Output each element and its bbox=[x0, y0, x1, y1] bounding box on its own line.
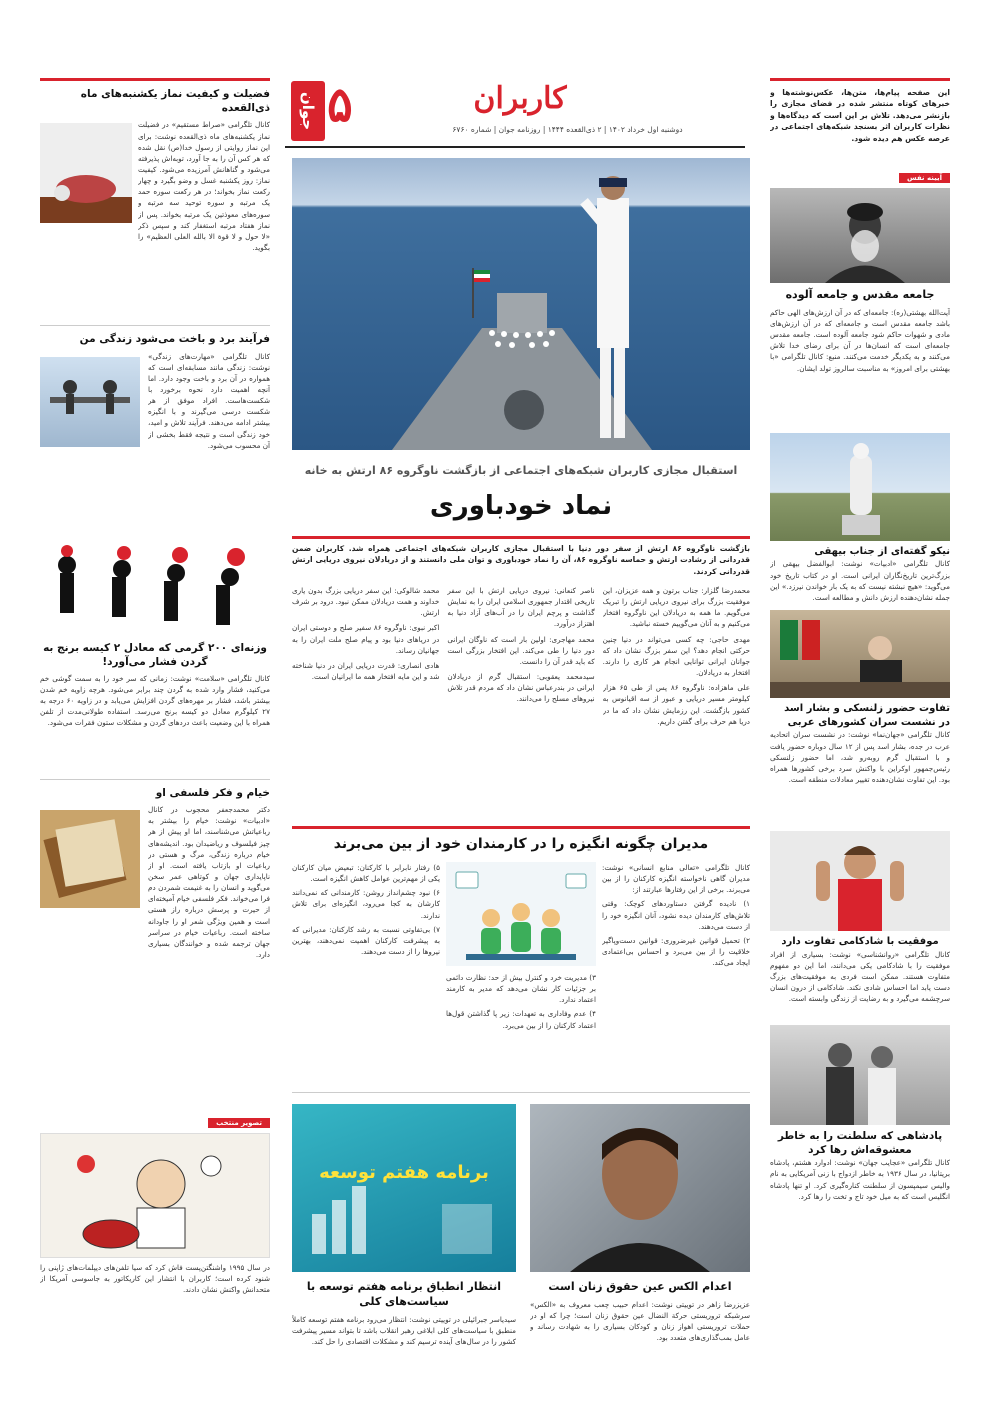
page-intro: این صفحه پیام‌ها، متن‌ها، عکس‌نوشته‌ها و خبرهای کوتاه منتشر شده در فضای مجازی را بازنشر می‌دهد. تلاش بر این است که دیدگاه‌ها و نظرات کاربران اثر بسنجد شبکه‌های اجتماعی در عرصه عکس هم دیده شود. bbox=[770, 88, 950, 143]
plan-story bbox=[292, 1104, 516, 1358]
neck-body: کانال تلگرامی «سلامت» نوشت: زمانی که سر خود را به سمت گوشی خم می‌کنید، فشار وارد شده به گردن چند برابر می‌شود. هرچه زاویه خم شدن بیشتر باشد، فشار بر مهره‌های گردن افزایش می‌یابد و در زاویه ۶۰ درجه به ۲۷ کیلوگرم معادل دو کیسه برنج می‌رسد. استفاده طولانی‌مدت از تلفن همراه با این وضعیت باعث دردهای گردن و مشکلات ستون فقرات می‌شود. bbox=[40, 673, 270, 728]
plan-banner-image bbox=[292, 1104, 516, 1272]
summit-headline: تفاوت حضور زلنسکی و بشار اسد در نشست سران کشورهای عربی bbox=[784, 703, 950, 728]
left-column bbox=[40, 70, 270, 1298]
comment-7: محمد شالوکی: این سفر دریایی بزرگ بدون یاری خداوند و همت دریادلان ممکن نبود. درود بر شرف ارتش. bbox=[292, 585, 440, 618]
win-lose-headline: فرآیند برد و باخت می‌شود زندگی‌ من bbox=[79, 333, 270, 346]
khayyam-book-photo bbox=[40, 810, 140, 908]
execution-headline: اعدام الکس عین حقوق زنان است bbox=[548, 1280, 732, 1293]
comment-5: محمد مهاجری: اولین بار است که ناوگان ایرانی دور دنیا را طی می‌کند. این افتخار بزرگی است که باید قدر آن را دانست. bbox=[447, 634, 595, 666]
win-lose-block bbox=[40, 351, 270, 531]
quote-badge: آیینه نفس bbox=[899, 173, 950, 183]
managers-point-3: ۳) مدیریت خرد و کنترل بیش از حد: نظارت دائمی بر جزئیات کار نشان می‌دهد که مدیر به کارمند اعتماد ندارد. bbox=[446, 972, 596, 1005]
managers-point-6: ۶) نبود چشم‌انداز روشن: کارمندانی که نمی‌دانند کارشان به کجا می‌رود، انگیزه‌ای برای تلاش ندارند. bbox=[292, 888, 440, 920]
execution-body: عزیزرضا زاهر در توییتی نوشت: اعدام حبیب چعب معروف به «الکس» سرشبکه تروریستی حرکة النضال عین حقوق زنان است؛ چرا که او در حملات تروریستی اهواز زنان و کودکان بسیاری را به شهادت رساند و عامل بمب‌گذاری‌های متعدد بود. bbox=[530, 1299, 750, 1343]
managers-headline: مدیران چگونه انگیزه را در کارمندان خود از بین می‌برند bbox=[333, 836, 709, 852]
managers-rule bbox=[292, 826, 750, 829]
left-top-rule bbox=[40, 78, 270, 81]
main-rule bbox=[292, 536, 750, 539]
managers-intro: کانال تلگرامی «تعالی منابع انسانی» نوشت: مدیران گاهی ناخواسته انگیزه کارکنان را از بین می‌برند. برخی از این رفتارها عبارتند از: bbox=[602, 862, 750, 895]
comment-8: اکبر نبوی: ناوگروه ۸۶ سفیر صلح و دوستی ایران در دریاهای دنیا بود و پیام صلح ملت ایران را به جهانیان رساند. bbox=[292, 623, 440, 655]
comment-2: مهدی حاجی: چه کسی می‌تواند در دنیا چنین حرکتی انجام دهد؟ این سفر بزرگ نشان داد که جوانان ایرانی توانایی انجام هر کاری را دارند. افتخار به دریادلان. bbox=[602, 634, 750, 678]
managers-point-5: ۵) رفتار نابرابر با کارکنان: تبعیض میان کارکنان یکی از مهم‌ترین عوامل کاهش انگیزه است. bbox=[292, 862, 440, 884]
prayer-photo bbox=[40, 123, 132, 223]
quote-headline: جامعه مقدس و جامعه آلوده bbox=[785, 288, 935, 301]
main-lead: بازگشت ناوگروه ۸۶ ارتش از سفر دور دنیا با استقبال مجازی کاربران شبکه‌های اجتماعی همراه شد. کاربران ضمن قدردانی از رشادت ارتش و حماسه ناوگروه ۸۶، آن را نماد خودباوری و توان ملی دانستند و از دریادلان نیروی دریایی ارتش قدردانی کردند. bbox=[292, 543, 750, 576]
comment-9: هادی انصاری: قدرت دریایی ایران در دنیا شناخته شد و این مایه افتخار همه ما ایرانیان است. bbox=[292, 660, 440, 682]
main-kicker: استقبال مجازی کاربران شبکه‌های اجتماعی از بازگشت ناوگروه ۸۶ ارتش به خانه bbox=[304, 464, 738, 477]
cartoon-illustration bbox=[40, 1133, 270, 1258]
neck-weight-illustration bbox=[40, 543, 270, 635]
comment-3: علی ماهزاده: ناوگروه ۸۶ پس از طی ۶۵ هزار کیلومتر مسیر دریایی و عبور از سه اقیانوس به کشور بازگشت. این رزمایش نشان داد که ما در دریا هم حرف برای گفتن داریم. bbox=[602, 683, 750, 726]
khayyam-body: دکتر محمدجعفر محجوب در کانال «ادبیات» نوشت: خیام را بیشتر به رباعیاتش می‌شناسند، اما او پیش از هر چیز فیلسوف و ریاضیدان بود. اندیشه‌های خیام درباره زندگی، مرگ و هستی در رباعیات او بازتاب یافته است. او از ناپایداری جهان و کوتاهی عمر سخن می‌گوید و انسان را به غنیمت شمردن دم فرا می‌خواند. فکر فلسفی خیام آمیخته‌ای از حیرت و پرسش درباره راز هستی است و همین ویژگی شعر او را جاودانه ساخته است. رباعیات خیام در سراسر جهان ترجمه شده و خوانندگان بسیاری دارد. bbox=[148, 805, 270, 960]
right-top-rule bbox=[770, 78, 950, 81]
managers-point-7: ۷) بی‌تفاوتی نسبت به رشد کارکنان: مدیرانی که به پیشرفت کارکنان اهمیت نمی‌دهند، بهترین نیروها را از دست می‌دهند. bbox=[292, 924, 440, 956]
managers-body-right bbox=[602, 862, 750, 1082]
quote-block bbox=[770, 165, 950, 427]
prayer-body: کانال تلگرامی «صراط مستقیم» در فضیلت نماز یکشنبه‌های ماه ذی‌القعده نوشت: برای این نماز روایتی از رسول خدا(ص) نقل شده که هر کس آن را به جا آورد، توبه‌اش پذیرفته می‌شود و گناهانش آمرزیده می‌شود. کیفیت نماز: روز یکشنبه غسل و وضو بگیرد و چهار رکعت نماز بخواند؛ در هر رکعت سوره حمد یک مرتبه و سوره توحید سه مرتبه و سوره‌های معوذتین یک مرتبه بخواند. پس از نماز هفتاد مرتبه استغفار کند و سپس ذکر «لا حول و لا قوة الا بالله العلی العظیم» را بگوید. bbox=[138, 120, 270, 253]
win-lose-photo bbox=[40, 357, 140, 447]
logo-text: جوان bbox=[299, 91, 317, 131]
summit-photo bbox=[770, 610, 950, 698]
cartoon-block bbox=[40, 1110, 270, 1298]
win-lose-body: کانال تلگرامی «مهارت‌های زندگی» نوشت: زندگی مانند مسابقه‌ای است که همواره در آن برد و باخت وجود دارد. اما آنچه اهمیت دارد نحوه برخورد با شکست‌هاست. افراد موفق از هر شکست درسی می‌گیرند و با انگیزه بیشتر ادامه می‌دهند. فرآیند تلاش و امید، خود زندگی است و نتیجه فقط بخشی از آن محسوب می‌شود. bbox=[148, 351, 270, 450]
bayhaqi-body: کانال تلگرامی «ادبیات» نوشت: ابوالفضل بیهقی از بزرگ‌ترین تاریخ‌نگاران ایرانی است. او در کتاب تاریخ خود می‌گوید: «هیچ نبشته نیست که به یک بار خواندن نیرزد.» این جمله نشان‌دهنده ارزش دانش و مطالعه است. bbox=[770, 559, 950, 602]
ship-scene bbox=[292, 158, 750, 450]
navy-officer-photo bbox=[292, 158, 750, 450]
masthead bbox=[285, 75, 745, 145]
quote-body: آیت‌الله بهشتی(ره): جامعه‌ای که در آن ارزش‌های الهی حاکم باشد جامعه مقدس است و جامعه‌ای که در آن ارزش‌های مادی و شهوات حاکم شود جامعه آلوده است. جامعه مقدس جامعه‌ای است که انسان‌ها در آن برای رضای خدا تلاش می‌کنند و به یکدیگر خدمت می‌کنند. منبع: کانال تلگرامی «با بهشتی برای امروز» به مناسبت سالروز تولد ایشان. bbox=[770, 307, 950, 373]
comment-4: ناصر کنعانی: نیروی دریایی ارتش با این سفر تاریخی اقتدار جمهوری اسلامی ایران را به نمایش گذاشت و پرچم ایران را در آب‌های آزاد دنیا به اهتزاز درآورد. bbox=[447, 585, 595, 629]
managers-body-left bbox=[292, 862, 440, 1082]
beheshti-photo bbox=[770, 188, 950, 283]
cartoon-badge: تصویر منتخب bbox=[208, 1118, 270, 1128]
khayyam-block bbox=[40, 804, 270, 1104]
bayhaqi-statue-photo bbox=[770, 433, 950, 541]
king-headline: پادشاهی که سلطنت را به خاطر معشوقه‌اش رها کرد bbox=[777, 1129, 943, 1157]
cartoon-caption: در سال ۱۹۹۵ واشنگتن‌پست فاش کرد که سیا تلفن‌های دیپلمات‌های ژاپنی را شنود کرده است؛ کاربران با انتشار این کاریکاتور به جاسوسی آمریکا از متحدانش واکنش نشان دادند. bbox=[40, 1263, 270, 1295]
success-body: کانال تلگرامی «روانشناسی» نوشت: بسیاری از افراد موفقیت را با شادکامی یکی می‌دانند، اما این دو مفهوم متفاوت هستند. ممکن است فردی به موفقیت‌های بزرگ دست یابد اما احساس شادی نکند. شادکامی از درون انسان سرچشمه می‌گیرد و به رضایت از زندگی وابسته است. bbox=[770, 949, 950, 1004]
managers-point-4: ۴) عدم وفاداری به تعهدات: زیر پا گذاشتن قول‌ها اعتماد کارکنان را از بین می‌برد. bbox=[446, 1009, 596, 1030]
neck-headline: وزنه‌ای ۲۰۰ گرمی که معادل ۲ کیسه برنج به گردن فشار می‌آورد! bbox=[43, 641, 267, 668]
portrait-illustration bbox=[770, 188, 950, 283]
alex-photo bbox=[530, 1104, 750, 1272]
khayyam-headline: خیام و فکر فلسفی او bbox=[155, 786, 270, 799]
dateline: دوشنبه اول خرداد ۱۴۰۲ | ۲ ذی‌القعده ۱۴۴۴ | روزنامه جوان | شماره ۶۷۶۰ bbox=[452, 125, 683, 134]
comment-1: محمدرضا گلزار: جناب برتون و همه عزیزان، این موفقیت بزرگ برای نیروی دریایی ارتش را تبریک می‌گویم. ما همه به دریادلان این ناوگروه افتخار می‌کنیم و به آنان می‌گوییم خسته نباشید. bbox=[602, 585, 750, 629]
main-headline: نماد خودباوری bbox=[429, 490, 613, 521]
page-number: ۵ bbox=[327, 77, 353, 133]
bottom-rule bbox=[292, 1092, 750, 1093]
royal-couple-photo bbox=[770, 1025, 950, 1125]
section-title: کاربران bbox=[473, 81, 567, 116]
managers-content bbox=[292, 862, 750, 1082]
success-headline: موفقیت با شادکامی تفاوت دارد bbox=[781, 936, 939, 948]
summit-body: کانال تلگرامی «جهان‌نما» نوشت: در نشست سران اتحادیه عرب در جده، بشار اسد پس از ۱۲ سال دوباره حضور یافت و با استقبال گرم روبه‌رو شد، اما حضور زلنسکی رئیس‌جمهور اوکراین با واکنش سرد برخی کشورها همراه بود. این تفاوت نشان‌دهنده تغییر معادلات منطقه است. bbox=[770, 730, 950, 784]
left-divider-2 bbox=[40, 779, 270, 780]
managers-body-mid bbox=[446, 972, 596, 1082]
king-body: کانال تلگرامی «عجایب جهان» نوشت: ادوارد هشتم، پادشاه بریتانیا، در سال ۱۹۳۶ به خاطر ازدواج با زنی آمریکایی به نام والیس سیمپسون از سلطنت کناره‌گیری کرد. او تنها پادشاه انگلیس است که به میل خود تاج و تخت را رها کرد. bbox=[770, 1158, 950, 1201]
masthead-rule bbox=[285, 146, 745, 148]
main-body bbox=[292, 585, 750, 817]
left-divider-1 bbox=[40, 325, 270, 326]
bayhaqi-headline: نیکو گفته‌ای از جناب بیهقی bbox=[814, 545, 950, 557]
execution-story bbox=[530, 1104, 750, 1343]
managers-article bbox=[292, 826, 750, 1082]
prayer-headline: فضیلت و کیفیت نماز یکشنبه‌های ماه ذی‌القعده bbox=[80, 88, 270, 115]
main-story bbox=[292, 158, 750, 817]
managers-point-1: ۱) نادیده گرفتن دستاوردهای کوچک: وقتی تلاش‌های کارمندان دیده نشود، آنان انگیزه خود را از دست می‌دهند. bbox=[602, 899, 750, 931]
logo bbox=[291, 81, 325, 141]
team-illustration bbox=[446, 862, 596, 966]
main-body-col-3 bbox=[292, 585, 439, 817]
right-column bbox=[770, 70, 950, 1213]
happy-man-photo bbox=[770, 831, 950, 931]
main-body-col-1 bbox=[603, 585, 750, 817]
managers-point-2: ۲) تحمیل قوانین غیرضروری: قوانین دست‌وپاگیر خلاقیت را از بین می‌برد و احساس بی‌اعتمادی ایجاد می‌کند. bbox=[602, 935, 750, 968]
comment-6: سیدمحمد یعقوبی: استقبال گرم از دریادلان ایرانی در بندرعباس نشان داد که مردم قدر تلاش نیروهای مسلح را می‌دانند. bbox=[447, 672, 595, 704]
plan-headline: انتظار انطباق برنامه هفتم توسعه با سیاست‌های کلی bbox=[306, 1280, 502, 1308]
plan-banner-text: برنامه هفتم توسعه bbox=[319, 1162, 489, 1183]
bottom-articles bbox=[292, 1092, 750, 1344]
prayer-block bbox=[40, 119, 270, 319]
plan-body: سیدیاسر جبرائیلی در توییتی نوشت: انتظار می‌رود برنامه هفتم توسعه کاملاً منطبق با سیاست‌های کلی ابلاغی رهبر انقلاب باشد تا بتواند مسیر پیشرفت کشور را در سال‌های آینده ترسیم کند و مشکلات اقتصادی را حل کند. bbox=[292, 1314, 516, 1346]
main-body-col-2 bbox=[447, 585, 594, 817]
